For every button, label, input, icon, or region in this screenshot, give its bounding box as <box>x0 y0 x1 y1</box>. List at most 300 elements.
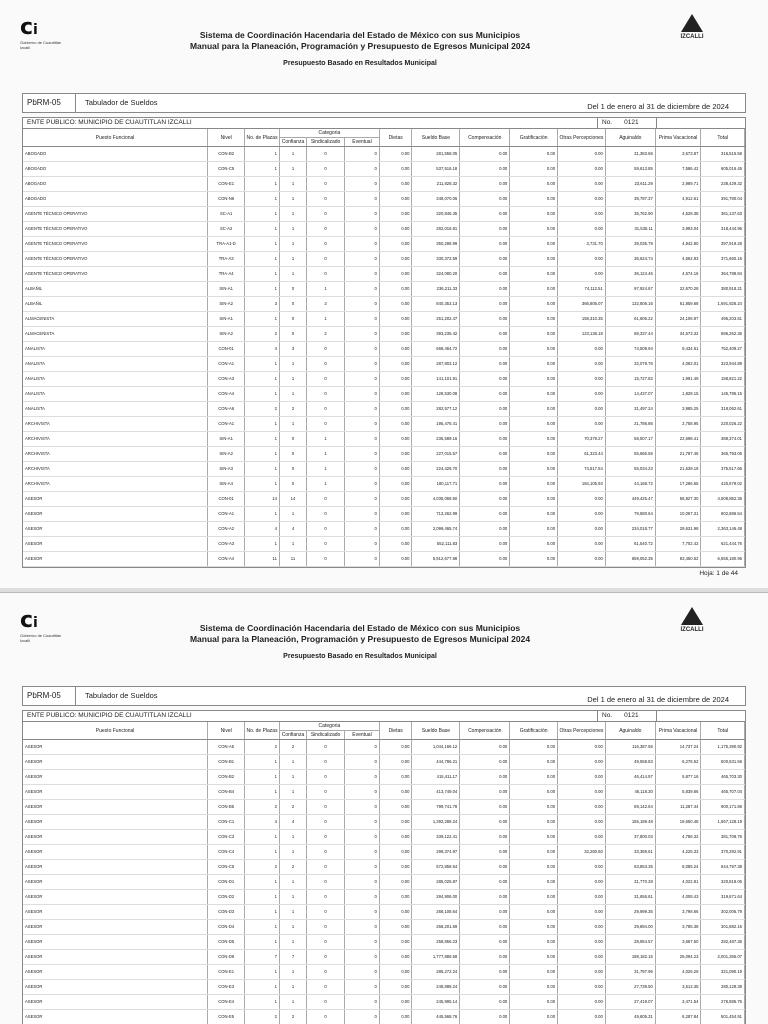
cell-sindicalizado: 0 <box>307 252 345 267</box>
cell-compensacion: 0.00 <box>460 770 510 785</box>
cell-otras: 366,806.07 <box>558 297 606 312</box>
cell-nivel: CON-D6 <box>208 950 245 965</box>
cell-puesto: ASESOR <box>23 845 208 860</box>
table-row <box>23 755 745 770</box>
cell-prima: 7,586.42 <box>655 162 701 177</box>
cell-compensacion: 0.00 <box>460 995 510 1010</box>
cell-puesto: ARCHIVISTA <box>23 447 208 462</box>
cell-gratificacion: 0.00 <box>510 477 558 492</box>
table-row <box>23 462 745 477</box>
cell-otras: 158,310.35 <box>558 312 606 327</box>
cell-sueldo: 572,858.54 <box>412 860 460 875</box>
cell-compensacion: 0.00 <box>460 980 510 995</box>
cell-gratificacion: 0.00 <box>510 222 558 237</box>
cell-eventual: 0 <box>345 447 380 462</box>
table-row <box>23 980 745 995</box>
cell-total: 644,797.38 <box>701 860 745 875</box>
table-row <box>23 267 745 282</box>
cell-sueldo: 285,025.87 <box>412 875 460 890</box>
cell-plazas: 1 <box>245 785 280 800</box>
cell-sueldo: 413,749.04 <box>412 785 460 800</box>
cell-dietas: 0.00 <box>379 432 412 447</box>
table-row <box>23 432 745 447</box>
cell-puesto: AGENTE TÉCNICO OPERATIVO <box>23 222 208 237</box>
cell-puesto: ASESOR <box>23 950 208 965</box>
cell-prima: 3,512.35 <box>655 980 701 995</box>
col-gratificacion: Gratificación <box>510 722 558 740</box>
cell-confianza: 1 <box>279 965 306 980</box>
cell-sindicalizado: 0 <box>307 920 345 935</box>
cell-sueldo: 245,995.14 <box>412 995 460 1010</box>
cell-eventual: 0 <box>345 815 380 830</box>
cell-nivel: CON-B1 <box>208 755 245 770</box>
cell-sindicalizado: 0 <box>307 740 345 755</box>
cell-plazas: 1 <box>245 507 280 522</box>
cell-aguinaldo: 31,535.11 <box>605 222 655 237</box>
cell-sueldo: 180,117.71 <box>412 477 460 492</box>
cell-total: 361,137.63 <box>701 207 745 222</box>
cell-puesto: ARCHIVISTA <box>23 417 208 432</box>
cell-confianza: 1 <box>279 905 306 920</box>
cell-dietas: 0.00 <box>379 875 412 890</box>
cell-confianza: 2 <box>279 1010 306 1024</box>
cell-aguinaldo: 46,118.30 <box>605 785 655 800</box>
cell-total: 391,780.04 <box>701 192 745 207</box>
cell-sindicalizado: 0 <box>307 177 345 192</box>
cell-plazas: 1 <box>245 372 280 387</box>
cell-total: 500,631.56 <box>701 755 745 770</box>
cell-nivel: CON-A1 <box>208 357 245 372</box>
cell-confianza: 1 <box>279 935 306 950</box>
cell-dietas: 0.00 <box>379 740 412 755</box>
cell-sindicalizado: 0 <box>307 890 345 905</box>
cell-confianza: 1 <box>279 995 306 1010</box>
cell-sueldo: 552,111.83 <box>412 537 460 552</box>
cell-nivel: CON-D2 <box>208 890 245 905</box>
table-row <box>23 492 745 507</box>
cell-plazas: 1 <box>245 770 280 785</box>
page-counter: Hoja: 1 de 44 <box>699 570 738 577</box>
cell-dietas: 0.00 <box>379 800 412 815</box>
cell-eventual: 0 <box>345 402 380 417</box>
salary-table-container <box>22 117 746 568</box>
cell-aguinaldo: 27,419.07 <box>605 995 655 1010</box>
cell-nivel: CON-C1 <box>208 815 245 830</box>
cell-sueldo: 1,044,166.12 <box>412 740 460 755</box>
cell-compensacion: 0.00 <box>460 267 510 282</box>
cell-prima: 21,539.16 <box>655 462 701 477</box>
table-row <box>23 447 745 462</box>
table-row <box>23 905 745 920</box>
col-nivel: Nivel <box>208 129 245 147</box>
table-row <box>23 282 745 297</box>
cell-nivel: SIN-A3 <box>208 462 245 477</box>
cell-confianza: 1 <box>279 755 306 770</box>
cell-puesto: ASESOR <box>23 552 208 567</box>
cell-puesto: AGENTE TÉCNICO OPERATIVO <box>23 252 208 267</box>
cell-total: 2,363,146.48 <box>701 522 745 537</box>
cell-aguinaldo: 132,806.16 <box>605 297 655 312</box>
table-row <box>23 875 745 890</box>
cell-plazas: 3 <box>245 297 280 312</box>
cell-plazas: 1 <box>245 177 280 192</box>
cell-eventual: 0 <box>345 312 380 327</box>
cell-eventual: 0 <box>345 192 380 207</box>
cell-prima: 9,434.61 <box>655 342 701 357</box>
col-aguinaldo: Aguinaldo <box>605 722 655 740</box>
table-row <box>23 207 745 222</box>
cell-gratificacion: 0.00 <box>510 192 558 207</box>
cell-total: 425,679.02 <box>701 477 745 492</box>
form-period: Del 1 de enero al 31 de diciembre de 2024 <box>587 102 729 111</box>
cell-puesto: ANALISTA <box>23 402 208 417</box>
cell-eventual: 0 <box>345 207 380 222</box>
cell-gratificacion: 0.00 <box>510 252 558 267</box>
cell-plazas: 4 <box>245 522 280 537</box>
cell-plazas: 1 <box>245 237 280 252</box>
cell-plazas: 1 <box>245 162 280 177</box>
col-prima: Prima Vacacional <box>655 722 701 740</box>
cell-sindicalizado: 0 <box>307 222 345 237</box>
cell-dietas: 0.00 <box>379 905 412 920</box>
cell-aguinaldo: 31,497.24 <box>605 402 655 417</box>
cell-confianza: 1 <box>279 417 306 432</box>
cell-aguinaldo: 58,507.17 <box>605 432 655 447</box>
cell-dietas: 0.00 <box>379 312 412 327</box>
cell-plazas: 1 <box>245 890 280 905</box>
cell-puesto: ASESOR <box>23 860 208 875</box>
cell-gratificacion: 0.00 <box>510 770 558 785</box>
cell-eventual: 0 <box>345 995 380 1010</box>
cell-nivel: SIN-A1 <box>208 312 245 327</box>
col-confianza: Confianza <box>279 138 306 147</box>
cell-puesto: ABOGADO <box>23 162 208 177</box>
cell-confianza: 1 <box>279 207 306 222</box>
cell-nivel: CON-A3 <box>208 537 245 552</box>
cell-confianza: 3 <box>279 342 306 357</box>
cell-total: 4,508,852.36 <box>701 492 745 507</box>
cell-confianza: 1 <box>279 875 306 890</box>
cell-nivel: CON-E5 <box>208 1010 245 1024</box>
cell-dietas: 0.00 <box>379 462 412 477</box>
cell-puesto: ASESOR <box>23 1010 208 1024</box>
table-row <box>23 860 745 875</box>
cell-nivel: SC-A2 <box>208 222 245 237</box>
cell-gratificacion: 0.00 <box>510 860 558 875</box>
cell-puesto: AGENTE TÉCNICO OPERATIVO <box>23 267 208 282</box>
cell-aguinaldo: 74,509.94 <box>605 342 655 357</box>
cell-otras: 0.00 <box>558 492 606 507</box>
cell-gratificacion: 0.00 <box>510 920 558 935</box>
cell-prima: 4,942.80 <box>655 237 701 252</box>
cell-nivel: SIN-A2 <box>208 297 245 312</box>
cell-confianza: 1 <box>279 830 306 845</box>
cell-aguinaldo: 23,611.29 <box>605 177 655 192</box>
cell-gratificacion: 0.00 <box>510 905 558 920</box>
cell-sindicalizado: 0 <box>307 830 345 845</box>
cell-aguinaldo: 36,124.46 <box>605 267 655 282</box>
cell-sueldo: 285,272.24 <box>412 965 460 980</box>
cell-gratificacion: 0.00 <box>510 327 558 342</box>
cell-confianza: 14 <box>279 492 306 507</box>
cell-otras: 0.00 <box>558 192 606 207</box>
cell-prima: 4,662.93 <box>655 252 701 267</box>
cell-confianza: 4 <box>279 522 306 537</box>
cell-nivel: SC-A1 <box>208 207 245 222</box>
cell-eventual: 0 <box>345 1010 380 1024</box>
table-row <box>23 920 745 935</box>
cell-aguinaldo: 27,739.50 <box>605 980 655 995</box>
cell-plazas: 1 <box>245 477 280 492</box>
ente-label: ENTE PUBLICO: MUNICIPIO DE CUAUTITLAN IZCALLI <box>27 712 192 719</box>
cell-aguinaldo: 46,414.97 <box>605 770 655 785</box>
izcalli-emblem-icon <box>681 607 703 625</box>
cell-otras: 0.00 <box>558 207 606 222</box>
cell-prima: 4,008.43 <box>655 890 701 905</box>
cell-total: 365,793.06 <box>701 447 745 462</box>
cell-puesto: ASESOR <box>23 800 208 815</box>
cell-total: 370,292.91 <box>701 845 745 860</box>
cell-eventual: 0 <box>345 177 380 192</box>
cell-sindicalizado: 0 <box>307 1010 345 1024</box>
cell-dietas: 0.00 <box>379 492 412 507</box>
cell-sueldo: 668,464.72 <box>412 342 460 357</box>
cell-prima: 14,737.24 <box>655 740 701 755</box>
cell-aguinaldo: 55,034.23 <box>605 462 655 477</box>
cell-otras: 61,323.44 <box>558 447 606 462</box>
cell-sindicalizado: 0 <box>307 785 345 800</box>
cell-prima: 3,785.38 <box>655 920 701 935</box>
cell-otras: 0.00 <box>558 905 606 920</box>
cell-total: 900,171.86 <box>701 800 745 815</box>
cell-puesto: ASESOR <box>23 920 208 935</box>
cell-sueldo: 444,796.21 <box>412 755 460 770</box>
cell-eventual: 0 <box>345 432 380 447</box>
table-row <box>23 312 745 327</box>
cell-eventual: 0 <box>345 222 380 237</box>
cell-prima: 19,650.48 <box>655 815 701 830</box>
cell-plazas: 1 <box>245 995 280 1010</box>
cell-dietas: 0.00 <box>379 402 412 417</box>
izcalli-logo-right: IZCALLI <box>674 607 710 643</box>
cell-otras: 0.00 <box>558 770 606 785</box>
cell-eventual: 0 <box>345 387 380 402</box>
cell-prima: 22,698.41 <box>655 432 701 447</box>
cell-puesto: ANALISTA <box>23 372 208 387</box>
cell-plazas: 1 <box>245 935 280 950</box>
cell-aguinaldo: 63,853.35 <box>605 860 655 875</box>
cell-eventual: 0 <box>345 950 380 965</box>
cell-prima: 3,471.54 <box>655 995 701 1010</box>
cell-eventual: 0 <box>345 237 380 252</box>
cell-confianza: 0 <box>279 432 306 447</box>
cell-otras: 0.00 <box>558 740 606 755</box>
cell-puesto: ASESOR <box>23 522 208 537</box>
cell-compensacion: 0.00 <box>460 462 510 477</box>
table-row <box>23 950 745 965</box>
cell-nivel: SIN-A2 <box>208 447 245 462</box>
cell-sueldo: 284,906.00 <box>412 890 460 905</box>
cell-total: 621,444.76 <box>701 537 745 552</box>
cell-dietas: 0.00 <box>379 950 412 965</box>
cell-dietas: 0.00 <box>379 297 412 312</box>
cell-dietas: 0.00 <box>379 207 412 222</box>
table-row <box>23 770 745 785</box>
cell-compensacion: 0.00 <box>460 207 510 222</box>
cell-eventual: 0 <box>345 785 380 800</box>
cell-total: 495,203.51 <box>701 312 745 327</box>
cell-sueldo: 299,374.97 <box>412 845 460 860</box>
cell-puesto: ASESOR <box>23 740 208 755</box>
cell-confianza: 1 <box>279 177 306 192</box>
cell-nivel: CON-A1 <box>208 507 245 522</box>
cell-confianza: 2 <box>279 800 306 815</box>
cell-dietas: 0.00 <box>379 162 412 177</box>
cell-plazas: 1 <box>245 755 280 770</box>
cell-eventual: 0 <box>345 965 380 980</box>
cell-gratificacion: 0.00 <box>510 875 558 890</box>
cell-sindicalizado: 0 <box>307 342 345 357</box>
cell-puesto: ALMACENISTA <box>23 312 208 327</box>
cell-eventual: 0 <box>345 537 380 552</box>
cell-compensacion: 0.00 <box>460 845 510 860</box>
cell-aguinaldo: 32,079.76 <box>605 357 655 372</box>
salary-table-container <box>22 710 746 1024</box>
cell-eventual: 0 <box>345 477 380 492</box>
cell-gratificacion: 0.00 <box>510 267 558 282</box>
cell-gratificacion: 0.00 <box>510 342 558 357</box>
cell-otras: 0.00 <box>558 267 606 282</box>
izcalli-logo-right: IZCALLI <box>674 14 710 50</box>
cell-aguinaldo: 88,337.44 <box>605 327 655 342</box>
cell-compensacion: 0.00 <box>460 815 510 830</box>
cell-nivel: CON-B2 <box>208 770 245 785</box>
cell-gratificacion: 0.00 <box>510 995 558 1010</box>
cell-prima: 4,912.61 <box>655 192 701 207</box>
table-row <box>23 192 745 207</box>
cell-total: 318,444.96 <box>701 222 745 237</box>
cell-confianza: 1 <box>279 890 306 905</box>
cell-sindicalizado: 0 <box>307 207 345 222</box>
cell-gratificacion: 0.00 <box>510 785 558 800</box>
cell-aguinaldo: 31,797.96 <box>605 965 655 980</box>
cell-aguinaldo: 116,387.56 <box>605 740 655 755</box>
cell-prima: 4,026.29 <box>655 965 701 980</box>
cell-total: 397,919.28 <box>701 237 745 252</box>
cell-confianza: 0 <box>279 297 306 312</box>
cell-otras: 0.00 <box>558 537 606 552</box>
cell-plazas: 2 <box>245 740 280 755</box>
cell-sueldo: 287,803.12 <box>412 357 460 372</box>
cell-compensacion: 0.00 <box>460 552 510 567</box>
cell-sindicalizado: 0 <box>307 492 345 507</box>
cell-dietas: 0.00 <box>379 995 412 1010</box>
cell-confianza: 1 <box>279 507 306 522</box>
cell-total: 158,821.22 <box>701 372 745 387</box>
cell-sindicalizado: 0 <box>307 980 345 995</box>
cell-dietas: 0.00 <box>379 785 412 800</box>
cell-dietas: 0.00 <box>379 1010 412 1024</box>
cell-compensacion: 0.00 <box>460 492 510 507</box>
cell-sueldo: 236,589.16 <box>412 432 460 447</box>
cell-sindicalizado: 0 <box>307 267 345 282</box>
cell-otras: 0.00 <box>558 860 606 875</box>
cell-total: 320,818.06 <box>701 875 745 890</box>
table-row <box>23 222 745 237</box>
form-band <box>22 93 746 113</box>
cell-dietas: 0.00 <box>379 222 412 237</box>
cell-prima: 10,067.31 <box>655 507 701 522</box>
cell-confianza: 2 <box>279 740 306 755</box>
table-row <box>23 785 745 800</box>
cell-otras: 0.00 <box>558 800 606 815</box>
cell-otras: 0.00 <box>558 755 606 770</box>
cell-confianza: 7 <box>279 950 306 965</box>
cell-dietas: 0.00 <box>379 845 412 860</box>
table-row <box>23 740 745 755</box>
cell-total: 364,788.84 <box>701 267 745 282</box>
cell-gratificacion: 0.00 <box>510 312 558 327</box>
cell-nivel: CON-01 <box>208 342 245 357</box>
cell-prima: 3,573.87 <box>655 147 701 162</box>
cell-compensacion: 0.00 <box>460 327 510 342</box>
cell-sueldo: 5,912,677.98 <box>412 552 460 567</box>
cell-puesto: ASESOR <box>23 492 208 507</box>
cell-eventual: 0 <box>345 252 380 267</box>
cell-gratificacion: 0.00 <box>510 815 558 830</box>
cell-gratificacion: 0.00 <box>510 950 558 965</box>
cell-nivel: TRA-A1-D <box>208 237 245 252</box>
cell-confianza: 0 <box>279 447 306 462</box>
cell-sueldo: 1,777,888.58 <box>412 950 460 965</box>
cell-otras: 0.00 <box>558 372 606 387</box>
col-puesto: Puesto Funcional <box>23 722 208 740</box>
cell-confianza: 11 <box>279 552 306 567</box>
cell-puesto: ABOGADO <box>23 192 208 207</box>
col-dietas: Dietas <box>379 129 412 147</box>
cell-nivel: CON-C5 <box>208 860 245 875</box>
cell-eventual: 0 <box>345 147 380 162</box>
cell-prima: 4,225.33 <box>655 845 701 860</box>
cell-plazas: 1 <box>245 192 280 207</box>
cell-aguinaldo: 28,954.57 <box>605 935 655 950</box>
col-nivel: Nivel <box>208 722 245 740</box>
form-code: PbRM-05 <box>27 691 61 700</box>
cell-eventual: 0 <box>345 282 380 297</box>
cell-puesto: ASESOR <box>23 965 208 980</box>
cell-otras: 0.00 <box>558 357 606 372</box>
cell-gratificacion: 0.00 <box>510 147 558 162</box>
cell-dietas: 0.00 <box>379 417 412 432</box>
cell-otras: 184,105.93 <box>558 477 606 492</box>
cell-otras: 0.00 <box>558 950 606 965</box>
col-eventual: Eventual <box>345 138 380 147</box>
cell-plazas: 1 <box>245 267 280 282</box>
cell-sindicalizado: 0 <box>307 950 345 965</box>
cell-compensacion: 0.00 <box>460 537 510 552</box>
cell-total: 6,655,180.95 <box>701 552 745 567</box>
cell-dietas: 0.00 <box>379 372 412 387</box>
cell-compensacion: 0.00 <box>460 357 510 372</box>
cell-puesto: AGENTE TÉCNICO OPERATIVO <box>23 207 208 222</box>
cell-confianza: 1 <box>279 222 306 237</box>
cell-confianza: 2 <box>279 402 306 417</box>
cell-aguinaldo: 37,800.03 <box>605 830 655 845</box>
cell-total: 238,429.32 <box>701 177 745 192</box>
cell-aguinaldo: 49,558.83 <box>605 755 655 770</box>
cell-gratificacion: 0.00 <box>510 372 558 387</box>
cell-otras: 70,379.27 <box>558 432 606 447</box>
